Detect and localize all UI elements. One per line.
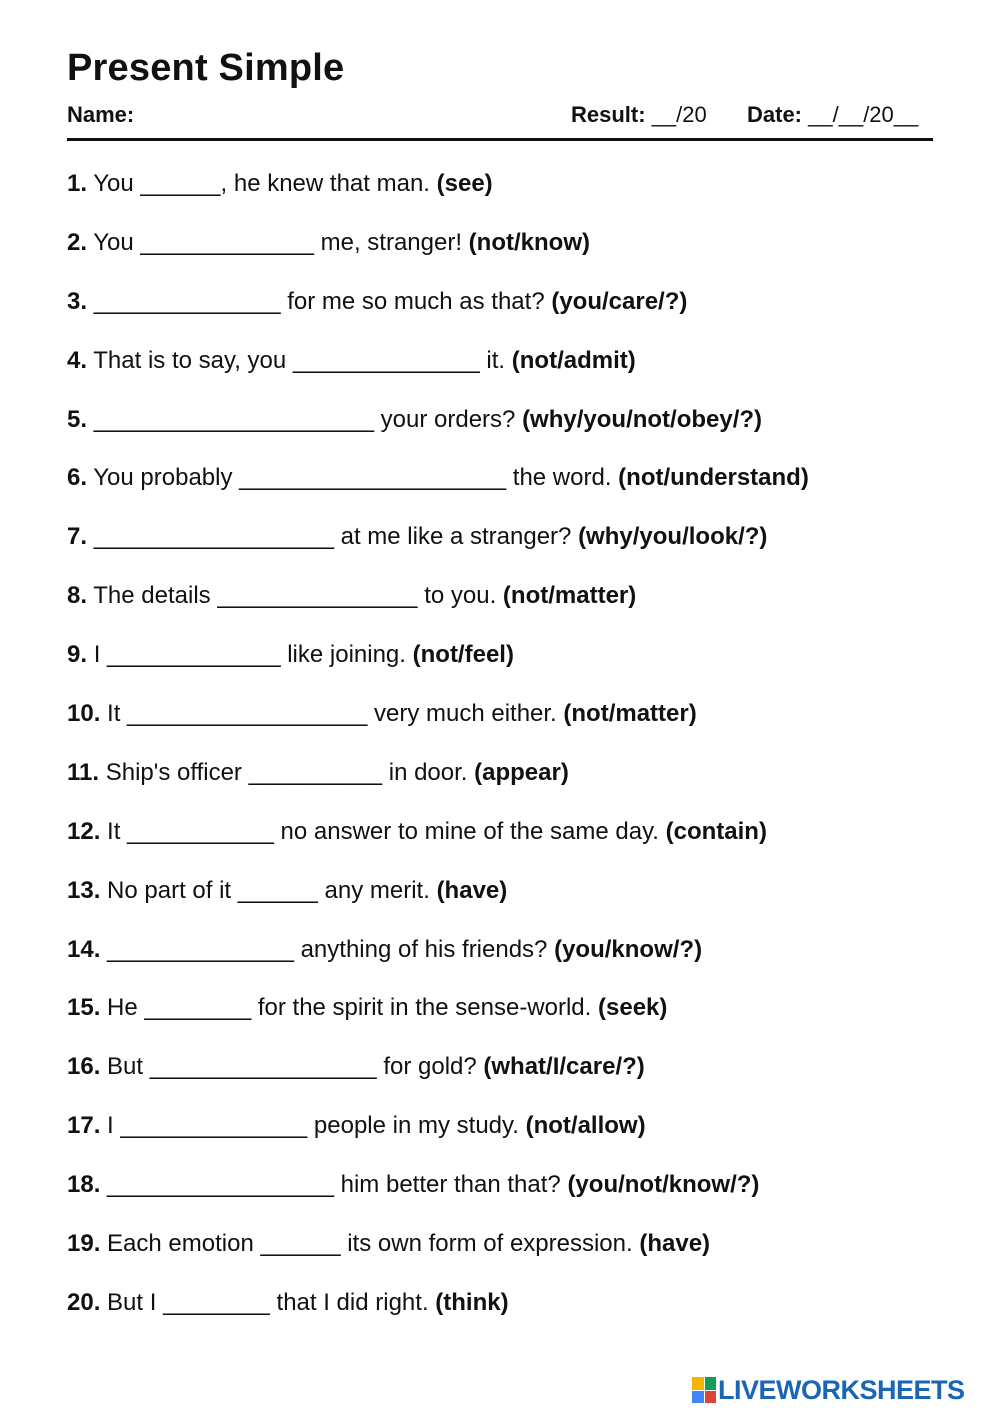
question-text: But _________________ for gold? bbox=[107, 1053, 477, 1081]
question-number: 20. bbox=[67, 1288, 101, 1316]
question-number: 14. bbox=[67, 935, 101, 963]
date-value: __/__/20__ bbox=[808, 102, 919, 127]
question-hint: (not/know) bbox=[468, 228, 590, 256]
question-number: 18. bbox=[67, 1171, 101, 1199]
liveworksheets-logo-icon bbox=[692, 1377, 716, 1403]
question-text: You probably ____________________ the word. bbox=[93, 464, 612, 492]
question-hint: (why/you/not/obey/?) bbox=[522, 405, 763, 433]
question-hint: (you/not/know/?) bbox=[567, 1171, 760, 1199]
name-label: Name: bbox=[67, 102, 135, 127]
question-text: __________________ at me like a stranger? bbox=[93, 523, 572, 551]
question-item bbox=[67, 580, 947, 639]
question-text: _________________ him better than that? bbox=[107, 1171, 561, 1199]
question-item bbox=[67, 462, 947, 521]
question-item bbox=[67, 639, 947, 698]
logo-icon-square bbox=[705, 1377, 717, 1390]
header-divider bbox=[67, 138, 933, 141]
question-text: I ______________ people in my study. bbox=[107, 1112, 519, 1140]
question-item bbox=[67, 1287, 947, 1346]
question-item bbox=[67, 168, 947, 227]
result-value: __/20 bbox=[651, 102, 707, 127]
question-item bbox=[67, 345, 947, 404]
question-number: 12. bbox=[67, 817, 101, 845]
question-number: 3. bbox=[67, 287, 88, 315]
question-hint: (not/admit) bbox=[511, 346, 636, 374]
question-text: Ship's officer __________ in door. bbox=[105, 758, 468, 786]
question-text: It ___________ no answer to mine of the same day. bbox=[107, 817, 659, 845]
result-label: Result: bbox=[571, 102, 646, 127]
question-item bbox=[67, 698, 947, 757]
date-field bbox=[747, 102, 918, 128]
question-item bbox=[67, 1228, 947, 1287]
question-hint: (not/matter) bbox=[563, 700, 697, 728]
result-field bbox=[571, 102, 707, 128]
question-item bbox=[67, 757, 947, 816]
question-hint: (contain) bbox=[665, 817, 767, 845]
question-text: No part of it ______ any merit. bbox=[107, 876, 430, 904]
question-number: 8. bbox=[67, 582, 88, 610]
question-item bbox=[67, 1169, 947, 1228]
question-text: But I ________ that I did right. bbox=[107, 1288, 429, 1316]
question-text: ______________ for me so much as that? bbox=[93, 287, 545, 315]
question-text: Each emotion ______ its own form of expression. bbox=[107, 1230, 633, 1258]
question-hint: (think) bbox=[435, 1288, 509, 1316]
question-item bbox=[67, 404, 947, 463]
question-hint: (see) bbox=[436, 170, 493, 197]
question-hint: (not/understand) bbox=[618, 464, 809, 492]
date-label: Date: bbox=[747, 102, 803, 127]
logo-text: LIVEWORKSHEETS bbox=[718, 1374, 965, 1405]
question-hint: (why/you/look/?) bbox=[578, 523, 768, 551]
question-number: 6. bbox=[67, 464, 88, 492]
question-hint: (have) bbox=[436, 876, 508, 904]
question-item bbox=[67, 1051, 947, 1110]
question-text: I _____________ like joining. bbox=[93, 641, 406, 669]
question-hint: (what/I/care/?) bbox=[483, 1053, 645, 1081]
question-hint: (you/care/?) bbox=[551, 287, 688, 315]
question-hint: (not/feel) bbox=[412, 641, 514, 669]
worksheet-header bbox=[67, 100, 933, 130]
question-hint: (not/allow) bbox=[525, 1112, 646, 1140]
question-text: That is to say, you ______________ it. bbox=[93, 346, 506, 374]
question-hint: (you/know/?) bbox=[554, 935, 703, 963]
question-hint: (not/matter) bbox=[502, 582, 637, 610]
question-number: 16. bbox=[67, 1053, 101, 1081]
question-number: 13. bbox=[67, 876, 101, 904]
question-text: _____________________ your orders? bbox=[93, 405, 516, 433]
question-text: The details _______________ to you. bbox=[93, 582, 497, 610]
question-number: 2. bbox=[67, 228, 88, 256]
question-number: 5. bbox=[67, 405, 88, 433]
question-number: 7. bbox=[67, 523, 88, 551]
question-number: 4. bbox=[67, 346, 88, 374]
question-text: He ________ for the spirit in the sense-world. bbox=[107, 994, 592, 1022]
question-number: 17. bbox=[67, 1112, 101, 1140]
question-number: 19. bbox=[67, 1230, 101, 1258]
question-hint: (have) bbox=[639, 1230, 711, 1258]
question-item bbox=[67, 286, 947, 345]
logo-icon-square bbox=[692, 1391, 704, 1404]
question-item bbox=[67, 816, 947, 875]
question-number: 9. bbox=[67, 641, 88, 669]
question-list bbox=[67, 168, 947, 1346]
question-item bbox=[67, 934, 947, 993]
question-text: It __________________ very much either. bbox=[107, 700, 557, 728]
question-item bbox=[67, 992, 947, 1051]
liveworksheets-logo bbox=[692, 1376, 965, 1404]
logo-icon-square bbox=[705, 1391, 717, 1404]
question-item bbox=[67, 875, 947, 934]
question-number: 11. bbox=[67, 758, 100, 786]
question-number: 15. bbox=[67, 994, 101, 1022]
question-text: You ______, he knew that man. bbox=[93, 170, 430, 197]
question-text: ______________ anything of his friends? bbox=[107, 935, 548, 963]
question-number: 10. bbox=[67, 700, 101, 728]
question-hint: (appear) bbox=[474, 758, 569, 786]
question-text: You _____________ me, stranger! bbox=[93, 228, 462, 256]
question-item bbox=[67, 521, 947, 580]
question-item bbox=[67, 227, 947, 286]
logo-icon-square bbox=[692, 1377, 704, 1390]
question-hint: (seek) bbox=[598, 994, 668, 1022]
question-item bbox=[67, 1110, 947, 1169]
question-number: 1. bbox=[67, 170, 88, 197]
page-title: Present Simple bbox=[67, 47, 345, 89]
